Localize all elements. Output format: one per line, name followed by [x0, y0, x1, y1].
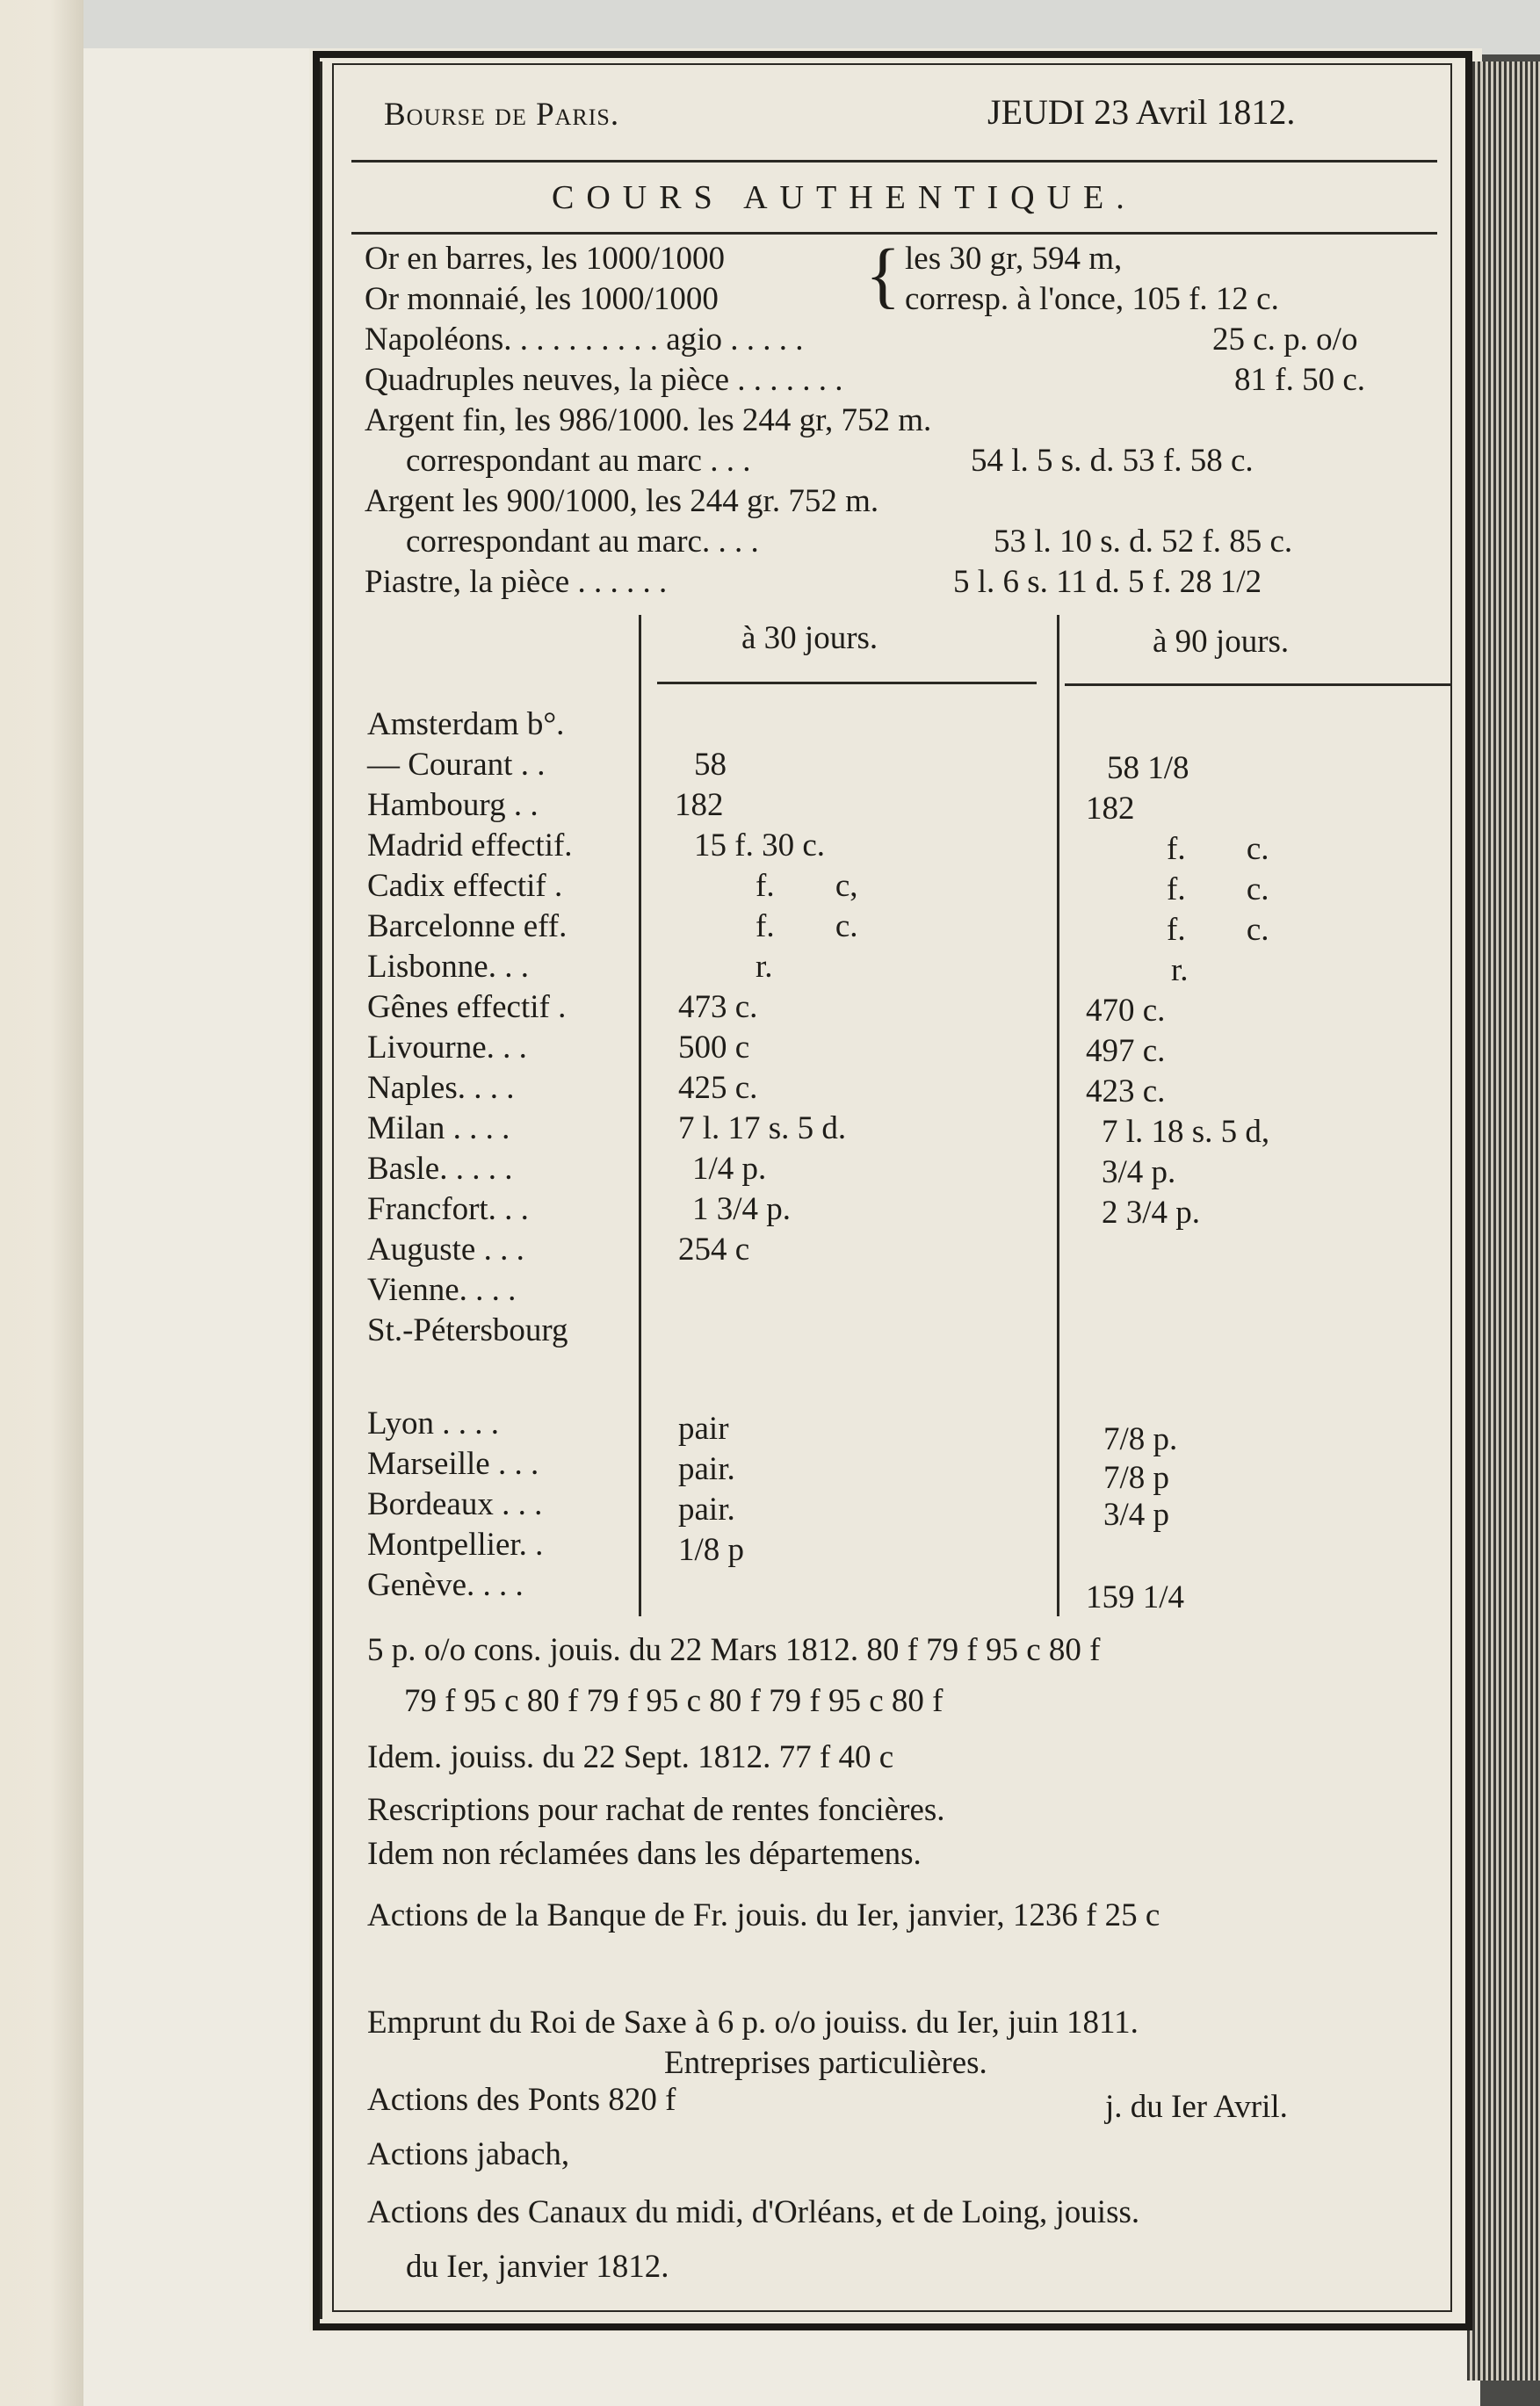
rate-30: 7 l. 17 s. 5 d.	[678, 1110, 847, 1146]
place-name: Montpellier. .	[367, 1527, 544, 1563]
rate-30: pair	[678, 1411, 729, 1447]
canaux-line: Actions des Canaux du midi, d'Orléans, et de Loing, jouiss.	[367, 2194, 1140, 2230]
rate-30: 58	[694, 747, 727, 783]
place-name: Bordeaux . . .	[367, 1486, 543, 1522]
rate-90: f. c.	[1167, 912, 1269, 948]
page-title: COURS AUTHENTIQUE.	[552, 179, 1137, 216]
rate-90: r.	[1171, 952, 1189, 988]
column-divider	[1057, 615, 1059, 1616]
metal-value: 5 l. 6 s. 11 d. 5 f. 28 1/2	[953, 564, 1262, 600]
idem-non-line: Idem non réclamées dans les départemens.	[367, 1836, 922, 1872]
place-name: St.-Pétersbourg	[367, 1312, 568, 1348]
rate-30: 254 c	[678, 1232, 750, 1268]
rate-90: 423 c.	[1086, 1073, 1166, 1109]
jabach-line: Actions jabach,	[367, 2136, 570, 2172]
place-name: Basle. . . . .	[367, 1151, 513, 1187]
rate-90: 3/4 p.	[1102, 1154, 1176, 1190]
section-heading: Entreprises particulières.	[664, 2045, 987, 2081]
column-divider	[639, 615, 641, 1616]
rescriptions-line: Rescriptions pour rachat de rentes foncières.	[367, 1792, 945, 1828]
place-name: Lyon . . . .	[367, 1405, 500, 1441]
metal-value: 53 l. 10 s. d. 52 f. 85 c.	[994, 524, 1293, 560]
header-right: JEUDI 23 Avril 1812.	[987, 92, 1296, 132]
rate-90: 470 c.	[1086, 993, 1166, 1029]
metal-label: Or en barres, les 1000/1000	[365, 241, 725, 277]
metal-value: 81 f. 50 c.	[1234, 362, 1365, 398]
canaux-line: du Ier, janvier 1812.	[406, 2249, 669, 2285]
adjacent-page	[0, 0, 83, 2406]
rate-30: 500 c	[678, 1030, 750, 1066]
metal-value: 25 c. p. o/o	[1212, 322, 1358, 358]
background-strip	[83, 0, 1540, 54]
rate-30: 182	[675, 787, 724, 823]
rate-30: 425 c.	[678, 1070, 758, 1106]
place-name: Lisbonne. . .	[367, 949, 529, 985]
rate-30: 15 f. 30 c.	[694, 827, 825, 863]
metal-value: corresp. à l'once, 105 f. 12 c.	[905, 281, 1279, 317]
rate-30: pair.	[678, 1451, 735, 1487]
rate-30: f. c.	[756, 908, 858, 944]
rate-30: pair.	[678, 1492, 735, 1528]
place-name: Hambourg . .	[367, 787, 539, 823]
place-name: Auguste . . .	[367, 1232, 524, 1268]
page-edges	[1467, 61, 1540, 2381]
emprunt-line: Emprunt du Roi de Saxe à 6 p. o/o jouiss. du Ier, juin 1811.	[367, 2005, 1139, 2041]
banque-line: Actions de la Banque de Fr. jouis. du Ier, janvier, 1236 f 25 c	[367, 1897, 1160, 1933]
rate-90: f. c.	[1167, 871, 1269, 907]
metal-label: Or monnaié, les 1000/1000	[365, 281, 719, 317]
metal-label: Argent les 900/1000, les 244 gr. 752 m.	[365, 483, 879, 519]
rate-90: 159 1/4	[1086, 1579, 1185, 1615]
place-name: Cadix effectif .	[367, 868, 563, 904]
rate-90: 58 1/8	[1107, 750, 1189, 786]
header-underline	[1065, 683, 1451, 686]
rate-90: 182	[1086, 791, 1135, 827]
rate-90: 2 3/4 p.	[1102, 1195, 1201, 1231]
header-rule	[351, 160, 1437, 163]
rate-90: 7/8 p	[1103, 1460, 1170, 1496]
ponts-line: Actions des Ponts 820 f	[367, 2082, 676, 2118]
rate-90: 3/4 p	[1103, 1497, 1170, 1533]
place-name: — Courant . .	[367, 747, 546, 783]
rate-30: f. c,	[756, 868, 858, 904]
frame-double-line	[320, 61, 322, 2319]
rate-30: 1 3/4 p.	[692, 1191, 792, 1227]
rente-idem: Idem. jouiss. du 22 Sept. 1812. 77 f 40 c	[367, 1739, 894, 1775]
ponts-date: j. du Ier Avril.	[1105, 2089, 1288, 2125]
place-name: Amsterdam b°.	[367, 706, 565, 742]
place-name: Genève. . . .	[367, 1567, 524, 1603]
metal-label: Argent fin, les 986/1000. les 244 gr, 752 m.	[365, 402, 932, 438]
column-header-30: à 30 jours.	[741, 620, 878, 656]
metal-label: Quadruples neuves, la pièce . . . . . . .	[365, 362, 843, 398]
rate-90: f. c.	[1167, 831, 1269, 867]
metal-label: Piastre, la pièce . . . . . .	[365, 564, 668, 600]
rente-line: 79 f 95 c 80 f 79 f 95 c 80 f 79 f 95 c 80 f	[404, 1683, 944, 1719]
header-underline	[657, 682, 1037, 684]
metal-value: les 30 gr, 594 m,	[905, 241, 1123, 277]
metal-label: correspondant au marc. . . .	[406, 524, 759, 560]
place-name: Madrid effectif.	[367, 827, 573, 863]
metal-label: Napoléons. . . . . . . . . . agio . . . . .	[365, 322, 804, 358]
rate-90: 7 l. 18 s. 5 d,	[1102, 1114, 1270, 1150]
metal-label: correspondant au marc . . .	[406, 443, 751, 479]
header-left: Bourse de Paris.	[384, 97, 620, 133]
place-name: Vienne. . . .	[367, 1272, 517, 1308]
place-name: Milan . . . .	[367, 1110, 510, 1146]
rate-30: 1/4 p.	[692, 1151, 767, 1187]
inner-frame	[332, 63, 1452, 2312]
place-name: Livourne. . .	[367, 1030, 527, 1066]
rate-90: 497 c.	[1086, 1033, 1166, 1069]
rate-30: 473 c.	[678, 989, 758, 1025]
metal-value: 54 l. 5 s. d. 53 f. 58 c.	[971, 443, 1254, 479]
place-name: Gênes effectif .	[367, 989, 567, 1025]
rate-30: 1/8 p	[678, 1532, 745, 1568]
place-name: Barcelonne eff.	[367, 908, 568, 944]
rente-line: 5 p. o/o cons. jouis. du 22 Mars 1812. 80 f 79 f 95 c 80 f	[367, 1632, 1101, 1668]
rate-30: r.	[756, 949, 773, 985]
brace-symbol: {	[865, 235, 901, 316]
place-name: Naples. . . .	[367, 1070, 515, 1106]
place-name: Francfort. . .	[367, 1191, 529, 1227]
rate-90: 7/8 p.	[1103, 1421, 1178, 1457]
column-header-90: à 90 jours.	[1153, 624, 1290, 660]
place-name: Marseille . . .	[367, 1446, 539, 1482]
